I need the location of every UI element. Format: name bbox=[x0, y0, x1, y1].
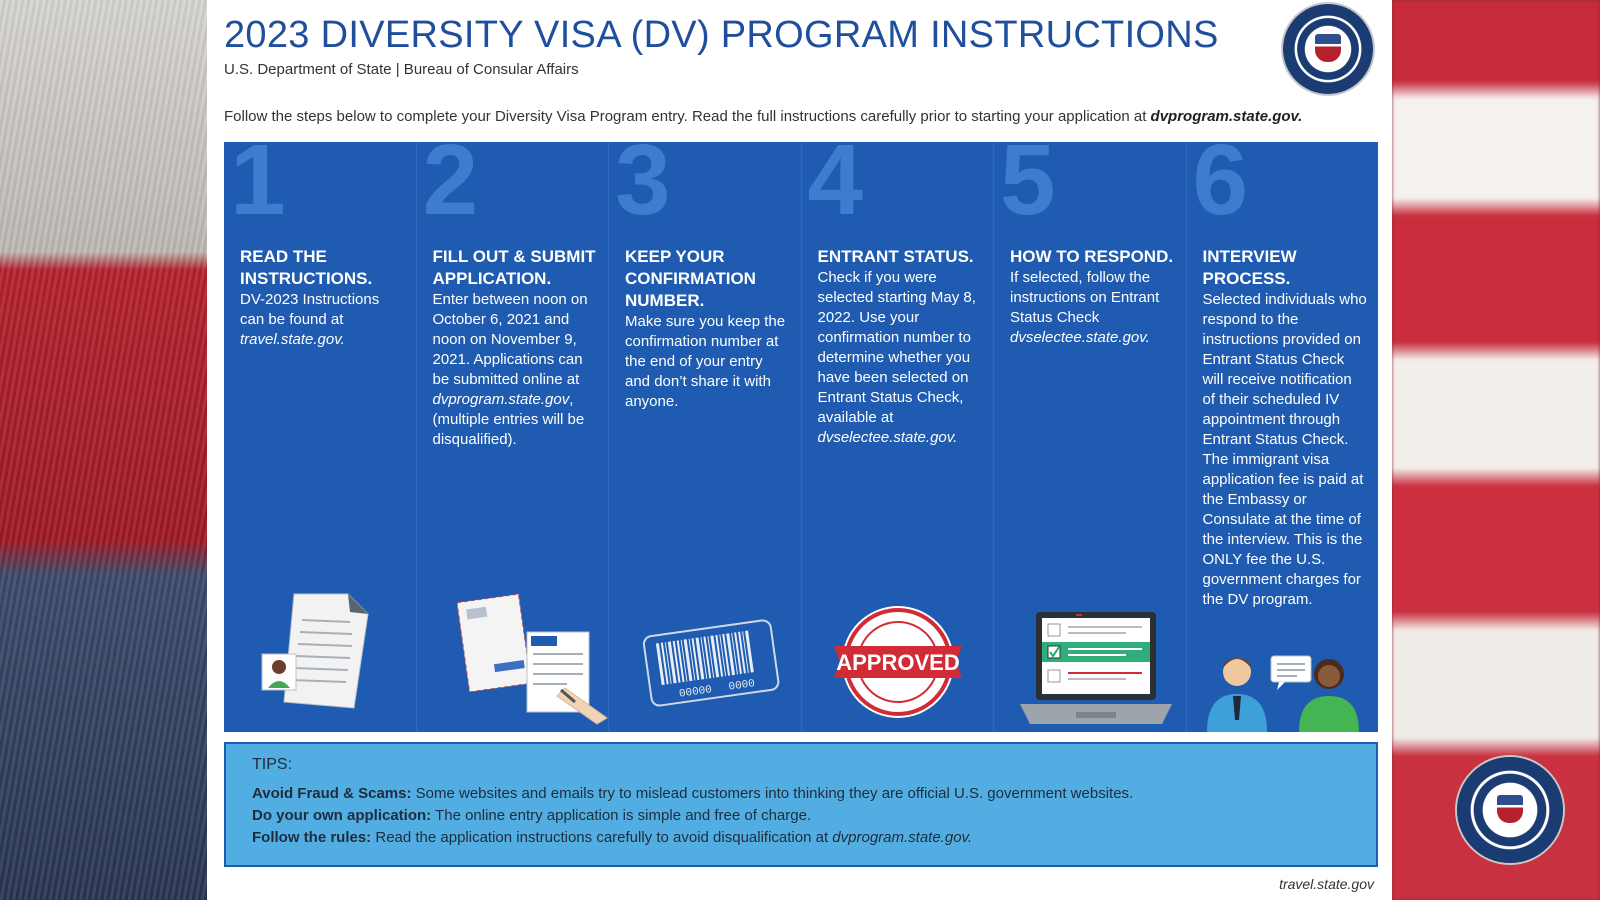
step-5 bbox=[994, 124, 1187, 732]
page-title: 2023 DIVERSITY VISA (DV) PROGRAM INSTRUCTIONS bbox=[224, 14, 1219, 56]
step-body: Selected individuals who respond to the instructions provided on Entrant Status Check will receive notification of their scheduled IV appointment through Entrant Status Check. The immigrant visa application fee is paid at the Embassy or Consulate at the time of the interview. This is the ONLY fee the U.S. government charges for the DV program. bbox=[1202, 291, 1367, 608]
step-body: DV-2023 Instructions can be found at bbox=[240, 291, 380, 328]
step-number: 5 bbox=[1000, 124, 1056, 236]
tips-title: TIPS: bbox=[252, 756, 293, 773]
step-link[interactable]: dvselectee.state.gov. bbox=[1010, 329, 1150, 346]
barcode-bar bbox=[684, 639, 693, 681]
step-link[interactable]: dvselectee.state.gov. bbox=[817, 429, 958, 446]
barcode-icon bbox=[639, 612, 784, 712]
step-number: 3 bbox=[615, 124, 671, 236]
footer-site[interactable]: travel.state.gov bbox=[1279, 876, 1374, 892]
barcode-bar bbox=[745, 631, 754, 673]
stamp-text: APPROVED bbox=[835, 650, 960, 675]
barcode-digits-a: 00000 bbox=[678, 684, 713, 701]
step-heading: INTERVIEW PROCESS. Selected individuals who respond to the instructions provided on Entrant Status Check will receive notification of their scheduled IV appointment through Entrant Status Check. The immigrant visa application fee is paid at the Embassy or Consulate at the time of the interview. This is the ONLY fee the U.S. government charges for the DV program. bbox=[1202, 247, 1367, 608]
approved-stamp-icon bbox=[828, 602, 968, 722]
step-heading: KEEP YOUR CONFIRMATION NUMBER. Make sure you keep the confirmation number at the end of your entry and don’t share it with anyone. bbox=[625, 246, 790, 412]
steps-panel bbox=[224, 124, 1378, 732]
infographic-page bbox=[207, 0, 1392, 900]
tip-follow-rules: Follow the rules: Read the application instructions carefully to avoid disqualification at dvprogram.state.gov. bbox=[252, 829, 973, 846]
step-link[interactable]: travel.state.gov. bbox=[240, 331, 345, 348]
tips-box bbox=[224, 742, 1378, 867]
step-1 bbox=[224, 124, 417, 732]
step-4 bbox=[802, 124, 995, 732]
step-body: Enter between noon on October 6, 2021 and noon on November 9, 2021. Applications can be submitted online at bbox=[432, 291, 588, 388]
step-body: Check if you were selected starting May 8, 2022. Use your confirmation number to determine whether you have been selected on Entrant Status Check, available at bbox=[817, 269, 976, 426]
barcode-bar bbox=[703, 637, 711, 679]
step-2 bbox=[417, 124, 610, 732]
step-link[interactable]: dvprogram.state.gov bbox=[432, 391, 570, 408]
visa-form-icon bbox=[457, 590, 617, 730]
step-number: 2 bbox=[422, 124, 479, 236]
step-heading: HOW TO RESPOND. If selected, follow the instructions on Entrant Status Check dvselectee.state.gov. bbox=[1010, 247, 1174, 346]
step-number: 6 bbox=[1192, 124, 1249, 236]
flag-background-left bbox=[0, 0, 207, 900]
step-heading: ENTRANT STATUS. Check if you were selected starting May 8, 2022. Use your confirmation number to determine whether you have been selected on Entrant Status Check, available at dvselectee.state.gov. bbox=[817, 247, 976, 446]
step-6 bbox=[1187, 124, 1379, 732]
page-subtitle: U.S. Department of State | Bureau of Consular Affairs bbox=[224, 61, 579, 78]
tip-own-application: Do your own application: The online entry application is simple and free of charge. bbox=[252, 807, 812, 824]
intro-link[interactable]: dvprogram.state.gov. bbox=[1150, 108, 1303, 125]
document-person-icon bbox=[260, 590, 380, 715]
interview-people-icon bbox=[1201, 650, 1365, 732]
department-of-state-seal-icon bbox=[1283, 4, 1373, 94]
barcode-digits-b: 0000 bbox=[727, 678, 756, 694]
us-mission-new-zealand-seal-icon bbox=[1457, 757, 1563, 863]
step-3 bbox=[609, 124, 802, 732]
step-body: If selected, follow the instructions on Entrant Status Check bbox=[1010, 269, 1160, 326]
intro-text: Follow the steps below to complete your Diversity Visa Program entry. Read the full instructions carefully prior to starting your application at dvprogram.state.gov. bbox=[224, 108, 1303, 125]
tip-link[interactable]: dvprogram.state.gov. bbox=[832, 829, 973, 846]
step-number: 1 bbox=[230, 124, 286, 236]
step-body: Make sure you keep the confirmation number at the end of your entry and don’t share it with anyone. bbox=[625, 313, 786, 410]
step-number: 4 bbox=[807, 124, 864, 236]
tip-fraud: Avoid Fraud & Scams: Some websites and emails try to mislead customers into thinking they are official U.S. government websites. bbox=[252, 785, 1134, 802]
laptop-checklist-icon bbox=[1016, 612, 1172, 728]
step-heading: FILL OUT & SUBMIT APPLICATION. Enter between noon on October 6, 2021 and noon on November 9, 2021. Applications can be submitted online at dvprogram.state.gov, (multiple entries will be disqualified). bbox=[432, 247, 596, 448]
step-heading: READ THE INSTRUCTIONS. DV-2023 Instructions can be found at travel.state.gov. bbox=[240, 247, 380, 348]
